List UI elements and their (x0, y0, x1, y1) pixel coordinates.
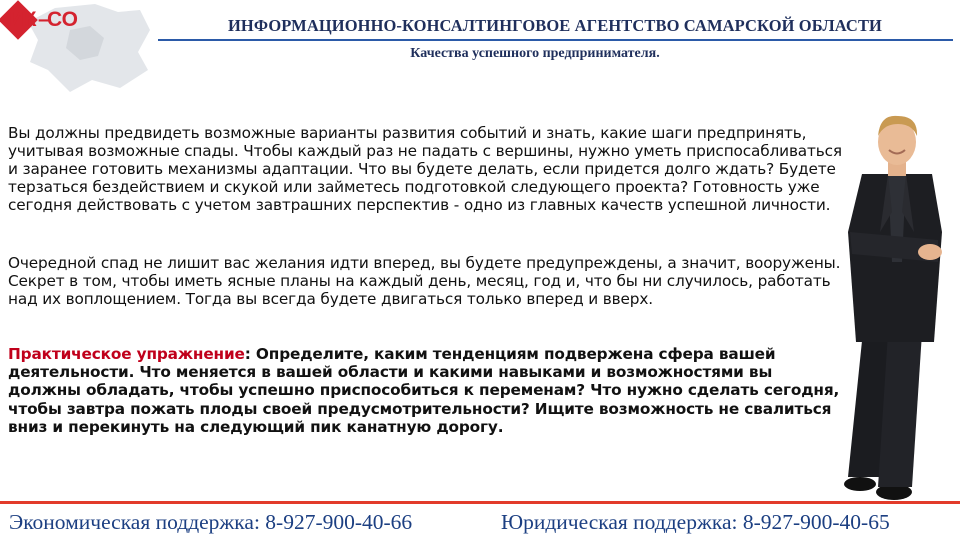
svg-text:ИК: ИК (9, 8, 36, 31)
exercise-label: Практическое упражнение (8, 345, 245, 363)
businessman-image (838, 112, 953, 507)
legal-support-phone: Юридическая поддержка: 8-927-900-40-65 (501, 510, 890, 534)
agency-name: ИНФОРМАЦИОННО-КОНСАЛТИНГОВОЕ АГЕНТСТВО САМАРСКОЙ ОБЛАСТИ (228, 16, 882, 35)
footer-divider (0, 501, 960, 504)
header-divider (158, 39, 953, 41)
paragraph-1: Вы должны предвидеть возможные варианты развития событий и знать, какие шаги предпринять, учитывая возможные спады. Чтобы каждый раз не падать с вершины, нужно уметь приспосабливаться и заранее готовить механизмы адаптации. Что вы будете делать, если придется долго ждать? Будете терзаться бездействием и скукой или займетесь подготовкой следующего проекта? Готовность уже сегодня действовать с учетом завтрашних перспектив - одно из главных качеств успешной личности. (8, 124, 842, 214)
economic-support-phone: Экономическая поддержка: 8-927-900-40-66 (9, 510, 413, 534)
exercise-paragraph (8, 345, 844, 436)
svg-text:СО: СО (47, 8, 78, 31)
paragraph-2: Очередной спад не лишит вас желания идти вперед, вы будете предупреждены, а значит, вооружены. Секрет в том, чтобы иметь ясные планы на каждый день, месяц, год и, что бы ни случилось, работать над их воплощением. Тогда вы всегда будете двигаться только вперед и вверх. (8, 254, 841, 308)
exercise-text: : Определите, каким тенденциям подвержена сфера вашей деятельности. Что меняется в вашей области и какими навыками и возможностями вы должны обладать, чтобы успешно приспособиться к переменам? Что нужно сделать сегодня, чтобы завтра пожать плоды своей предусмотрительности? Ищите возможность не свалиться вниз и перекинуть на следующий пик канатную дорогу. (8, 345, 840, 436)
svg-text:–: – (38, 8, 50, 31)
page-title: Качества успешного предпринимателя. (410, 46, 660, 61)
